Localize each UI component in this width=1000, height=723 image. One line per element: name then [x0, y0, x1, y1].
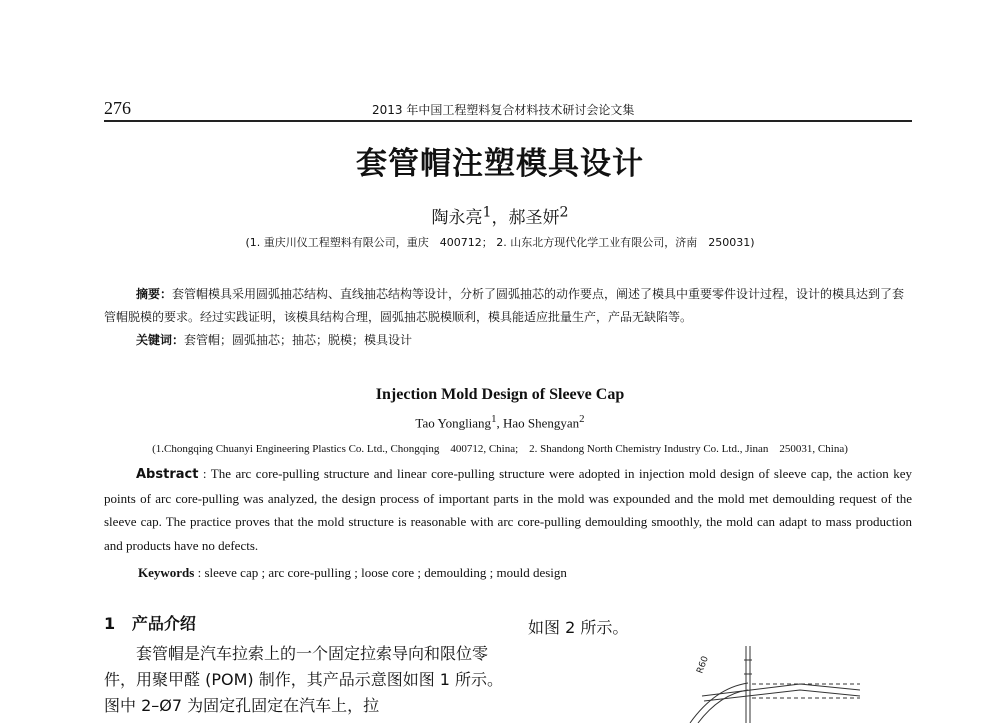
author-en-2-sup: 2: [579, 413, 585, 425]
author-separator: ，: [491, 208, 509, 228]
abstract-zh-block: [104, 283, 912, 352]
abstract-zh-text: 套管帽模具采用圆弧抽芯结构、直线抽芯结构等设计，分析了圆弧抽芯的动作要点，阐述了模具中重要零件设计过程，设计的模具达到了套管帽脱模的要求。经过实践证明，该模具结构合理，圆弧抽芯脱模顺利，模具能适应批量生产，产品无缺陷等。: [104, 287, 905, 324]
title-en: Injection Mold Design of Sleeve Cap: [375, 386, 625, 403]
figure-2-drawing: [660, 638, 860, 723]
keywords-zh-text: 套管帽；圆弧抽芯；抽芯；脱模；模具设计: [184, 333, 413, 347]
author-1-name: 陶永亮: [431, 208, 483, 228]
authors-zh: [0, 203, 1000, 228]
keywords-en-text: : sleeve cap ; arc core-pulling ; loose core ; demoulding ; mould design: [194, 565, 567, 580]
keywords-zh-label: 关键词：: [136, 333, 185, 347]
author-en-1-sup: 1: [491, 413, 497, 425]
section-title: 产品介绍: [131, 614, 196, 633]
body-left-column: [104, 641, 504, 719]
author-2-sup: 2: [559, 204, 569, 221]
keywords-en-label: Keywords: [138, 565, 195, 580]
abstract-en-block: [104, 462, 912, 557]
author-en-1-name: Tao Yongliang: [415, 415, 492, 431]
figure-lines: [690, 646, 860, 723]
section-paragraph: 套管帽是汽车拉索上的一个固定拉索导向和限位零件，用聚甲醛 (POM) 制作，其产品示意图如图 1 所示。图中 2–Ø7 为固定孔固定在汽车上，拉: [104, 644, 504, 715]
author-en-2-name: Hao Shengyan: [502, 415, 580, 431]
abstract-en-label: Abstract: [136, 467, 199, 482]
keywords-zh: [104, 329, 912, 352]
section-number: 1: [104, 614, 116, 633]
title-zh: 套管帽注塑模具设计: [356, 146, 644, 182]
header-rule: [104, 120, 912, 122]
author-2-name: 郝圣妍: [508, 208, 560, 228]
figure-label: R60: [695, 654, 711, 676]
abstract-en: [104, 462, 912, 557]
page-number: 276: [104, 98, 131, 118]
section-heading: [104, 611, 196, 634]
abstract-zh-label: 摘要：: [136, 287, 173, 301]
keywords-en: [138, 565, 567, 581]
right-column-text: 如图 2 所示。: [528, 618, 629, 637]
abstract-en-text: : The arc core-pulling structure and linear core-pulling structure were adopted in injection mold design of sleeve cap, the action key points of arc core-pulling was analyzed, the design process of important parts in the mold was expounded and the mold met demoulding request of the sleeve cap. The practice proves that the mold structure is reasonable with arc core-pulling demoulding smoothly, the mold can adapt to mass production and products have no defects.: [104, 466, 912, 553]
authors-en: [0, 413, 1000, 431]
author-en-separator: ,: [496, 415, 503, 431]
abstract-zh: [104, 283, 912, 329]
running-title: 2013 年中国工程塑料复合材料技术研讨会论文集: [372, 103, 635, 117]
affiliations-en: (1.Chongqing Chuanyi Engineering Plastics Co. Ltd., Chongqing 400712, China; 2. Shandong North Chemistry Industry Co. Ltd., Jinan 250031, China): [152, 443, 848, 455]
affiliations-zh: (1. 重庆川仪工程塑料有限公司，重庆 400712； 2. 山东北方现代化学工业有限公司，济南 250031): [245, 236, 755, 249]
author-1-sup: 1: [482, 204, 492, 221]
